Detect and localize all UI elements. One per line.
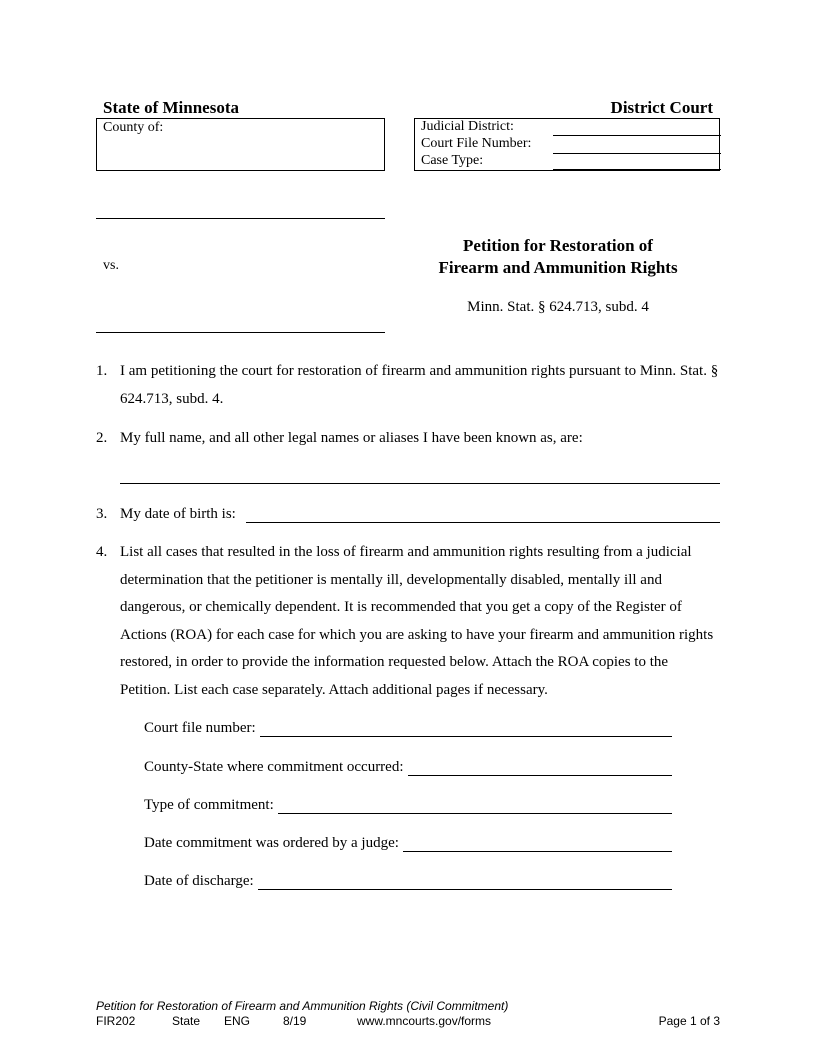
county-state-input[interactable] <box>408 761 672 776</box>
item-4-text: List all cases that resulted in the loss of firearm and ammunition rights resulting from a judicial determination that the petitioner is mentally ill, developmentally disabled, mentally ill and dangerous, or chemically dependent. It is recommended that you get a copy of the Register of Actions (ROA) for each case for which you are asking to have your firearm and ammunition rights restored, in order to provide the information requested below. Attach the ROA copies to the Petition. List each case separately. Attach additional pages if necessary. <box>120 544 714 698</box>
respondent-name-line[interactable] <box>96 332 385 333</box>
county-label: County of: <box>103 120 164 135</box>
court-file-number-row <box>144 720 672 737</box>
item-2-number: 2. <box>96 430 108 446</box>
date-of-discharge-label: Date of discharge: <box>144 873 254 889</box>
date-of-discharge-input[interactable] <box>258 875 672 890</box>
court-file-number-field[interactable] <box>553 153 721 154</box>
full-name-line[interactable] <box>120 483 720 484</box>
type-of-commitment-row <box>144 797 672 814</box>
item-2-text: My full name, and all other legal names or aliases I have been known as, are: <box>120 430 583 446</box>
state-label: State of Minnesota <box>103 98 239 117</box>
date-commitment-ordered-label: Date commitment was ordered by a judge: <box>144 835 399 851</box>
county-state-label: County-State where commitment occurred: <box>144 759 404 775</box>
petitioner-name-line[interactable] <box>96 218 385 219</box>
statute-citation: Minn. Stat. § 624.713, subd. 4 <box>467 299 649 315</box>
date-commitment-ordered-input[interactable] <box>403 837 672 852</box>
footer-page-number: Page 1 of 3 <box>658 1014 720 1028</box>
type-of-commitment-input[interactable] <box>278 799 672 814</box>
date-of-birth-row <box>120 506 720 523</box>
court-label: District Court <box>610 98 713 117</box>
item-4-number: 4. <box>96 544 108 560</box>
judicial-district-field[interactable] <box>553 135 721 136</box>
date-of-discharge-row <box>144 873 672 890</box>
vs-label: vs. <box>103 258 119 273</box>
item-1-text: I am petitioning the court for restoration of firearm and ammunition rights pursuant to Minn. Stat. § 624.713, subd. 4. <box>120 363 719 407</box>
court-file-number-field-label: Court file number: <box>144 720 256 736</box>
footer-revision: 8/19 <box>283 1014 307 1028</box>
item-3-number: 3. <box>96 506 108 522</box>
court-file-number-input[interactable] <box>260 722 672 737</box>
footer-url[interactable]: www.mncourts.gov/forms <box>357 1014 492 1028</box>
footer-form-title: Petition for Restoration of Firearm and Ammunition Rights (Civil Commitment) <box>96 999 509 1013</box>
judicial-district-label: Judicial District: <box>421 119 514 134</box>
case-type-label: Case Type: <box>421 153 484 168</box>
footer-language: ENG <box>224 1014 251 1028</box>
date-of-birth-field[interactable] <box>246 508 720 523</box>
date-commitment-ordered-row <box>144 835 672 852</box>
court-file-number-label: Court File Number: <box>421 136 532 151</box>
footer-form-code: FIR202 <box>96 1014 136 1028</box>
title-line-1: Petition for Restoration of <box>463 236 653 255</box>
date-of-birth-label: My date of birth is: <box>120 506 236 522</box>
county-state-row <box>144 759 672 776</box>
case-type-field[interactable] <box>553 169 721 170</box>
court-info-box <box>414 118 720 171</box>
title-line-2: Firearm and Ammunition Rights <box>438 258 678 277</box>
footer-form-state: State <box>172 1014 201 1028</box>
item-1-number: 1. <box>96 363 108 379</box>
type-of-commitment-label: Type of commitment: <box>144 797 274 813</box>
county-box[interactable] <box>96 118 385 171</box>
